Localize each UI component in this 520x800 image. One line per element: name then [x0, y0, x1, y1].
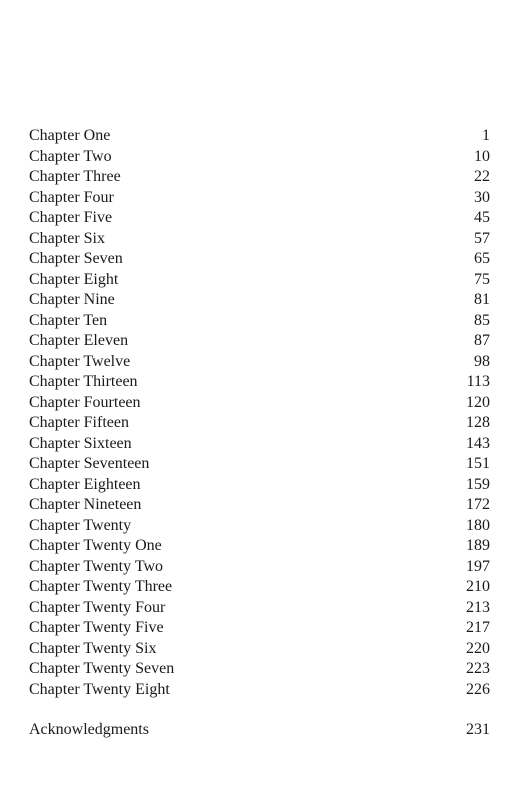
toc-entry-page: 75 [474, 270, 490, 288]
toc-entry-chapter-two[interactable] [29, 147, 490, 168]
toc-entry-chapter-twenty-four[interactable] [29, 598, 490, 619]
toc-entry-chapter-twenty-six[interactable] [29, 639, 490, 660]
toc-entry-chapter-four[interactable] [29, 188, 490, 209]
toc-entry-page: 98 [474, 352, 490, 370]
toc-entry-page: 10 [474, 147, 490, 165]
toc-entry-page: 189 [466, 537, 490, 554]
toc-entry-page: 220 [466, 639, 490, 657]
toc-entry-chapter-twelve[interactable] [29, 352, 490, 373]
toc-entry-chapter-eighteen[interactable] [29, 475, 490, 496]
toc-entry-chapter-twenty-seven[interactable] [29, 659, 490, 680]
toc-entry-chapter-sixteen[interactable] [29, 434, 490, 455]
toc-entry-page: 22 [474, 168, 490, 185]
toc-entry-title: Chapter Twenty Eight [29, 680, 170, 698]
toc-entry-title: Chapter Eleven [29, 332, 129, 349]
toc-entry-page: 151 [466, 455, 490, 472]
toc-entry-page: 57 [474, 229, 490, 247]
toc-entry-page: 85 [474, 311, 490, 329]
toc-entry-page: 231 [466, 721, 490, 738]
toc-entry-chapter-twenty-two[interactable] [29, 557, 490, 578]
toc-entry-chapter-five[interactable] [29, 208, 490, 229]
toc-entry-page: 87 [474, 332, 490, 349]
toc-entry-title: Chapter Nine [29, 291, 115, 308]
toc-entry-title: Chapter Twenty Four [29, 598, 166, 616]
toc-entry-page: 45 [474, 209, 490, 226]
toc-entry-chapter-twenty-eight[interactable] [29, 680, 490, 701]
toc-entry-title: Acknowledgments [29, 721, 149, 738]
toc-entry-page: 159 [466, 475, 490, 493]
toc-entry-title: Chapter Twelve [29, 352, 131, 370]
toc-entry-page: 113 [466, 373, 490, 390]
toc-entry-title: Chapter Six [29, 229, 105, 247]
toc-entry-chapter-ten[interactable] [29, 311, 490, 332]
toc-entry-title: Chapter Twenty Seven [29, 660, 175, 677]
toc-entry-chapter-nine[interactable] [29, 290, 490, 311]
toc-entry-chapter-seven[interactable] [29, 249, 490, 270]
toc-entry-title: Chapter Fifteen [29, 414, 129, 431]
toc-entry-chapter-eight[interactable] [29, 270, 490, 291]
toc-entry-chapter-seventeen[interactable] [29, 454, 490, 475]
toc-entry-title: Chapter Fourteen [29, 393, 141, 411]
toc-entry-page: 120 [466, 393, 490, 411]
toc-entry-chapter-thirteen[interactable] [29, 372, 490, 393]
toc-entry-chapter-twenty-one[interactable] [29, 536, 490, 557]
toc-entry-title: Chapter Sixteen [29, 434, 132, 452]
toc-entry-chapter-one[interactable] [29, 126, 490, 147]
toc-entry-title: Chapter Twenty Three [29, 578, 173, 595]
toc-entry-title: Chapter Ten [29, 311, 108, 329]
toc-entry-title: Chapter Two [29, 147, 112, 165]
toc-entry-title: Chapter Twenty Two [29, 557, 164, 575]
toc-entry-chapter-nineteen[interactable] [29, 495, 490, 516]
toc-entry-page: 1 [482, 127, 490, 144]
toc-entry-title: Chapter Eight [29, 270, 119, 288]
toc-entry-title: Chapter Twenty One [29, 537, 162, 554]
toc-entry-page: 143 [466, 434, 490, 452]
toc-entry-title: Chapter Twenty [29, 516, 132, 534]
toc-entry-chapter-twenty-five[interactable] [29, 618, 490, 639]
toc-entry-title: Chapter Nineteen [29, 496, 142, 513]
toc-entry-title: Chapter One [29, 127, 111, 144]
toc-entry-chapter-twenty[interactable] [29, 516, 490, 537]
toc-entry-chapter-fourteen[interactable] [29, 393, 490, 414]
toc-entry-page: 210 [466, 578, 490, 595]
toc-entry-title: Chapter Five [29, 209, 113, 226]
toc-entry-chapter-six[interactable] [29, 229, 490, 250]
toc-entry-title: Chapter Thirteen [29, 373, 138, 390]
toc-entry-page: 223 [466, 660, 490, 677]
toc-entry-page: 30 [474, 188, 490, 206]
toc-entry-page: 217 [466, 619, 490, 636]
toc-entry-page: 213 [466, 598, 490, 616]
toc-entry-title: Chapter Seventeen [29, 455, 150, 472]
toc-entry-page: 197 [466, 557, 490, 575]
toc-entry-page: 81 [474, 291, 490, 308]
toc-entry-title: Chapter Twenty Five [29, 619, 164, 636]
toc-entry-title: Chapter Twenty Six [29, 639, 157, 657]
toc-entry-title: Chapter Eighteen [29, 475, 141, 493]
table-of-contents [29, 126, 490, 741]
toc-entry-title: Chapter Three [29, 168, 121, 185]
toc-entry-page: 180 [466, 516, 490, 534]
toc-entry-chapter-eleven[interactable] [29, 331, 490, 352]
toc-entry-chapter-twenty-three[interactable] [29, 577, 490, 598]
toc-entry-page: 128 [466, 414, 490, 431]
toc-entry-title: Chapter Seven [29, 250, 123, 267]
toc-entry-chapter-three[interactable] [29, 167, 490, 188]
toc-entry-page: 172 [466, 496, 490, 513]
toc-entry-title: Chapter Four [29, 188, 114, 206]
toc-entry-acknowledgments[interactable] [29, 720, 490, 741]
toc-entry-page: 226 [466, 680, 490, 698]
toc-entry-chapter-fifteen[interactable] [29, 413, 490, 434]
toc-entry-page: 65 [474, 250, 490, 267]
